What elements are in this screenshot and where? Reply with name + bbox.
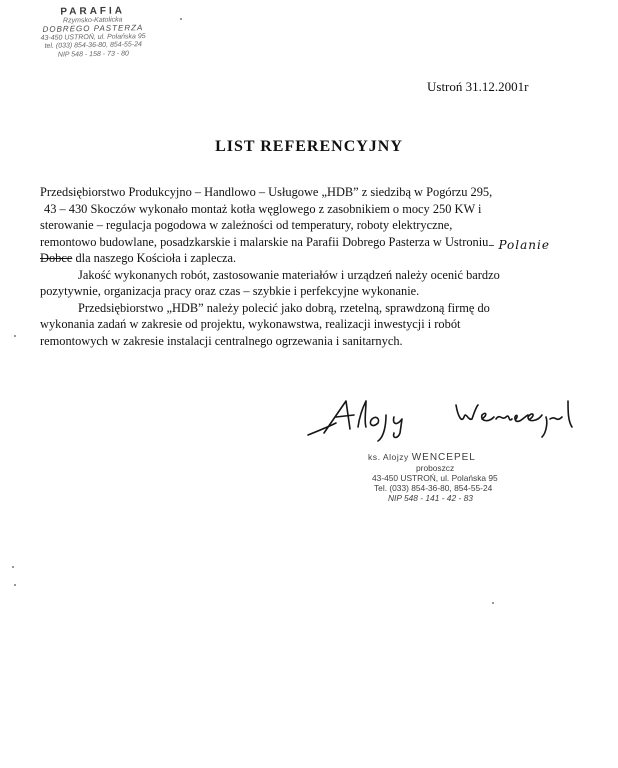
handwritten-signature: [306, 393, 596, 443]
stamp-line-2: DOBREGO PASTERZA: [42, 23, 144, 35]
letter-title: LIST REFERENCYJNY: [215, 138, 403, 155]
p1-line-3: sterowanie – regulacja pogodowa w zależności od temperatury, roboty elektryczne,: [40, 218, 453, 232]
p3-line-3: remontowych w zakresie instalacji centralnego ogrzewania i sanitarnych.: [40, 333, 403, 348]
letter-date: Ustroń 31.12.2001r: [427, 79, 529, 94]
handwritten-correction: Polanie: [498, 237, 550, 252]
signer-name-line: [368, 452, 548, 463]
paragraph-3: [40, 300, 600, 350]
signer-nip: NIP 548 - 141 - 42 - 83: [388, 493, 473, 503]
p1-line-4-text: remontowo budowlane, posadzkarskie i malarskie na Parafii Dobrego Pasterza w Ustroniu: [40, 234, 489, 249]
paragraph-2: [40, 267, 600, 300]
p3-line-2: wykonania zadań w zakresie od projektu, wykonawstwa, realizacji inwestycji i robót: [40, 317, 461, 331]
signer-name-prefix: ks. Alojzy: [368, 452, 409, 462]
handwritten-dash: –: [488, 237, 496, 252]
p2-line-1: Jakość wykonanych robót, zastosowanie materiałów i urządzeń należy ocenić bardzo: [78, 267, 500, 282]
signer-role: proboszcz: [416, 463, 455, 473]
p3-line-1: Przedsiębiorstwo „HDB” należy polecić jako dobrą, rzetelną, sprawdzoną firmę do: [78, 300, 490, 315]
signer-phone: Tel. (033) 854-36-80, 854-55-24: [374, 483, 493, 493]
p1-line-5-text: dla naszego Kościoła i zaplecza.: [72, 251, 237, 265]
stamp-line-3: 43-450 USTROŃ, ul. Polańska 95: [40, 32, 146, 42]
struck-word: Dobce: [40, 251, 73, 265]
p2-line-2: pozytywnie, organizacja pracy oraz czas – szybkie i perfekcyjne wykonanie.: [40, 284, 420, 298]
stamp-title: PARAFIA: [60, 5, 126, 18]
scan-speck: [14, 335, 16, 337]
signer-address: 43-450 USTROŃ, ul. Polańska 95: [372, 473, 498, 483]
paragraph-1: [40, 184, 600, 267]
stamp-line-4: tel. (033) 854-36-80, 854-55-24: [44, 41, 142, 51]
p1-line-1: Przedsiębiorstwo Produkcyjno – Handlowo – Usługowe „HDB” z siedzibą w Pogórzu 295,: [40, 185, 493, 199]
p1-line-2: 43 – 430 Skoczów wykonało montaż kotła węglowego z zasobnikiem o mocy 250 KW i: [44, 201, 482, 216]
signer-surname: WENCEPEL: [411, 452, 476, 463]
scan-speck: [14, 584, 16, 586]
scan-speck: [492, 602, 494, 604]
scan-speck: [12, 566, 14, 568]
stamp-line-5: NIP 548 - 158 - 73 - 80: [57, 50, 129, 59]
p1-line-4: [40, 234, 600, 251]
letter-body: [40, 184, 600, 349]
parish-stamp: [28, 5, 159, 60]
signer-stamp: [368, 452, 548, 503]
p1-line-5: [40, 250, 600, 267]
scan-speck: [180, 18, 182, 20]
stamp-line-1: Rzymsko-Katolicka: [62, 16, 123, 25]
